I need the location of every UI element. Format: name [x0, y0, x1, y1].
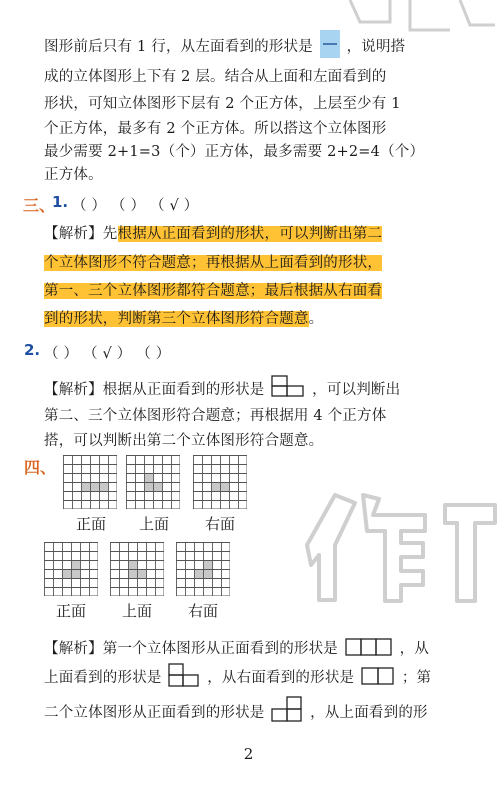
grid-front-view-2 — [44, 542, 98, 596]
analysis-line — [44, 637, 429, 658]
shaded-cell — [194, 569, 203, 578]
shaded-cell — [211, 482, 220, 491]
paragraph-line: 正方体。 — [44, 167, 103, 183]
grid-top-view-2 — [110, 542, 164, 596]
shaded-cell — [144, 473, 153, 482]
front-view-shape-icon-2 — [271, 696, 303, 722]
shaded-cell — [203, 569, 212, 578]
front-view-shape-icon — [271, 375, 305, 397]
analysis-line — [44, 251, 382, 272]
text: 二个立体图形从正面看到的形状是 — [44, 705, 265, 721]
analysis-line — [44, 666, 431, 687]
shaded-cell — [128, 560, 137, 569]
analysis-prefix: 【解析】先 — [44, 226, 118, 242]
grid-right-view-2 — [176, 542, 230, 596]
shaded-cell — [81, 482, 90, 491]
analysis-line — [44, 701, 428, 722]
page-number: 2 — [243, 745, 254, 763]
text: 【解析】第一个立体图形从正面看到的形状是 — [44, 641, 338, 657]
three-in-row-shape-icon — [345, 638, 393, 656]
highlighted-text: 个立体图形不符合题意；再根据从上面看到的形状， — [44, 255, 383, 271]
analysis-line: 搭，可以判断出第二个立体图形符合题意。 — [44, 433, 324, 449]
shaded-cell — [220, 482, 229, 491]
text: 【解析】根据从正面看到的形状是 — [44, 382, 265, 398]
grid-right-view-1 — [193, 455, 247, 509]
shaded-cell — [203, 560, 212, 569]
highlighted-text: 根据从正面看到的形状，可以判断出第二 — [117, 226, 383, 242]
text: 。 — [308, 311, 324, 327]
paragraph-line — [44, 35, 405, 58]
label-top-2: 上面 — [121, 602, 152, 620]
analysis-line — [44, 307, 323, 328]
text: ，说明搭 — [346, 39, 406, 55]
text: 图形前后只有 1 行，从左面看到的形状是 — [44, 39, 313, 55]
text: ，从右面看到的形状是 — [207, 670, 355, 686]
label-right-2: 右面 — [187, 602, 218, 620]
highlighted-text: 到的形状，判断第三个立体图形符合题意 — [44, 311, 309, 327]
paragraph-line: 形状，可知立体图形下层有 2 个正方体，上层至少有 1 — [44, 96, 401, 112]
grid-front-view-1 — [63, 455, 117, 509]
question-2-answers: （ ） （ √ ） （ ） — [44, 346, 171, 362]
shaded-cell — [99, 482, 108, 491]
shaded-cell — [71, 569, 80, 578]
section-4-marker: 四、 — [24, 458, 57, 477]
paragraph-line: 个正方体，最多有 2 个正方体。所以搭这个立体图形 — [44, 121, 387, 137]
top-view-shape-icon — [168, 663, 200, 687]
question-1-number: 1. — [52, 193, 69, 211]
analysis-line — [44, 378, 400, 399]
two-in-row-shape-icon — [361, 667, 395, 685]
shaded-cell — [137, 569, 146, 578]
label-right-1: 右面 — [204, 515, 235, 533]
text: 上面看到的形状是 — [44, 670, 162, 686]
section-3-marker: 三、 — [23, 196, 56, 215]
highlighted-text: 第一、三个立体图形都符合题意；最后根据从右面看 — [44, 283, 383, 299]
question-1-answers: （ ） （ ） （ √ ） — [72, 198, 199, 214]
label-front-1: 正面 — [75, 515, 106, 533]
text: ，从 — [399, 641, 430, 657]
shaded-cell — [90, 482, 99, 491]
text: ，可以判断出 — [312, 382, 401, 398]
analysis-line — [44, 279, 382, 300]
label-top-1: 上面 — [138, 515, 169, 533]
paragraph-line: 最少需要 2+1=3（个）正方体，最多需要 2+2=4（个） — [44, 144, 425, 160]
analysis-line — [44, 222, 382, 243]
shaded-cell — [128, 569, 137, 578]
shaded-cell — [71, 560, 80, 569]
text: ，从上面看到的形 — [310, 705, 428, 721]
shaded-cell — [62, 569, 71, 578]
left-view-shape-icon — [320, 30, 340, 58]
paragraph-line: 成的立体图形上下有 2 层。结合从上面和左面看到的 — [44, 69, 387, 85]
analysis-line: 第二、三个立体图形符合题意；再根据用 4 个正方体 — [44, 408, 387, 424]
shaded-cell — [153, 482, 162, 491]
question-2-number: 2. — [24, 341, 41, 359]
shaded-cell — [144, 482, 153, 491]
watermark-top — [330, 0, 497, 40]
label-front-2: 正面 — [55, 602, 86, 620]
grid-top-view-1 — [126, 455, 180, 509]
watermark-large — [305, 485, 497, 605]
text: ；第 — [401, 670, 432, 686]
